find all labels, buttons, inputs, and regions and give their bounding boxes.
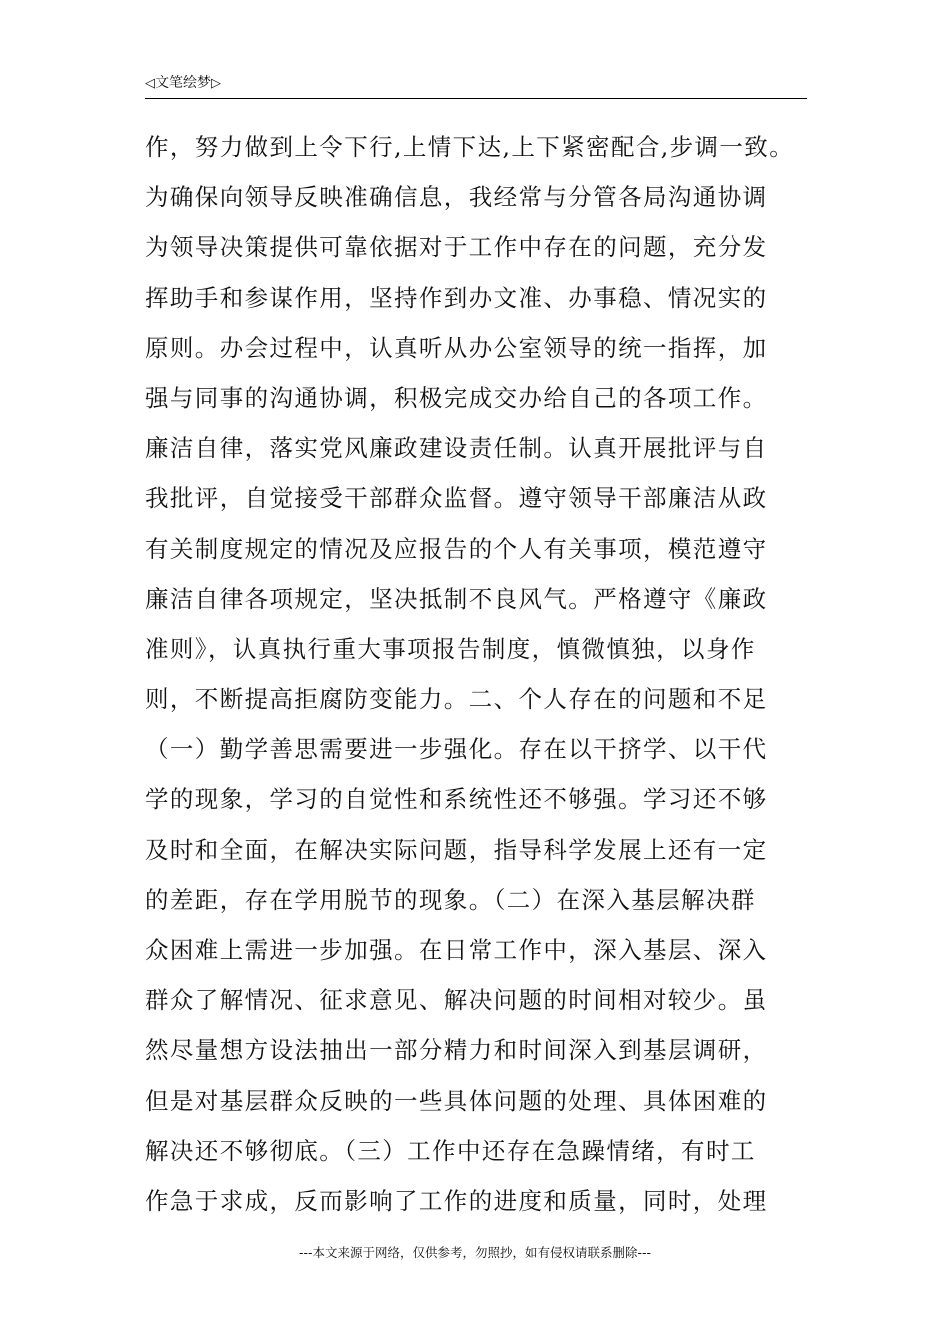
text-line: 的差距，存在学用脱节的现象。（二）在深入基层解决群 — [145, 885, 756, 914]
brand-text: 文笔绘梦 — [155, 75, 211, 91]
left-triangle-icon: ◁ — [145, 76, 155, 91]
text-line: 有关制度规定的情况及应报告的个人有关事项，模范遵守 — [145, 534, 768, 563]
text-line: 学的现象，学习的自觉性和系统性还不够强。学习还不够 — [145, 785, 768, 814]
document-body — [145, 122, 807, 1226]
text-line: （一）勤学善思需要进一步强化。存在以干挤学、以干代 — [145, 735, 768, 764]
text-line: 及时和全面，在解决实际问题，指导科学发展上还有一定 — [145, 835, 768, 864]
text-line: 则，不断提高拒腐防变能力。二、个人存在的问题和不足 — [145, 685, 768, 714]
text-line: 准则》，认真执行重大事项报告制度，慎微慎独，以身作 — [145, 634, 756, 663]
text-line: 作急于求成，反而影响了工作的进度和质量，同时，处理 — [145, 1186, 768, 1215]
text-line: 廉洁自律各项规定，坚决抵制不良风气。严格遵守《廉政 — [145, 584, 768, 613]
text-line: 然尽量想方设法抽出一部分精力和时间深入到基层调研， — [145, 1036, 768, 1065]
header-brand — [145, 74, 221, 93]
text-line: 挥助手和参谋作用，坚持作到办文准、办事稳、情况实的 — [145, 283, 768, 312]
text-line: 解决还不够彻底。（三）工作中还存在急躁情绪，有时工 — [145, 1136, 756, 1165]
text-line: 原则。办会过程中，认真听从办公室领导的统一指挥，加 — [145, 333, 768, 362]
text-line: 廉洁自律，落实党风廉政建设责任制。认真开展批评与自 — [145, 434, 768, 463]
text-line: 但是对基层群众反映的一些具体问题的处理、具体困难的 — [145, 1086, 768, 1115]
text-line: 群众了解情况、征求意见、解决问题的时间相对较少。虽 — [145, 986, 768, 1015]
text-line: 我批评，自觉接受干部群众监督。遵守领导干部廉洁从政 — [145, 484, 768, 513]
footer-disclaimer: ---本文来源于网络，仅供参考，勿照抄，如有侵权请联系删除--- — [298, 1245, 652, 1260]
right-triangle-icon: ▷ — [211, 76, 221, 91]
text-line: 众困难上需进一步加强。在日常工作中，深入基层、深入 — [145, 936, 768, 964]
text-line: 强与同事的沟通协调，积极完成交办给自己的各项工作。 — [145, 383, 768, 412]
text-line: 作，努力做到上令下行,上情下达,上下紧密配合,步调一致。 — [145, 133, 795, 161]
text-line: 为领导决策提供可靠依据对于工作中存在的问题，充分发 — [145, 233, 768, 262]
page-header — [145, 72, 807, 99]
text-line: 为确保向领导反映准确信息，我经常与分管各局沟通协调 — [145, 183, 768, 212]
